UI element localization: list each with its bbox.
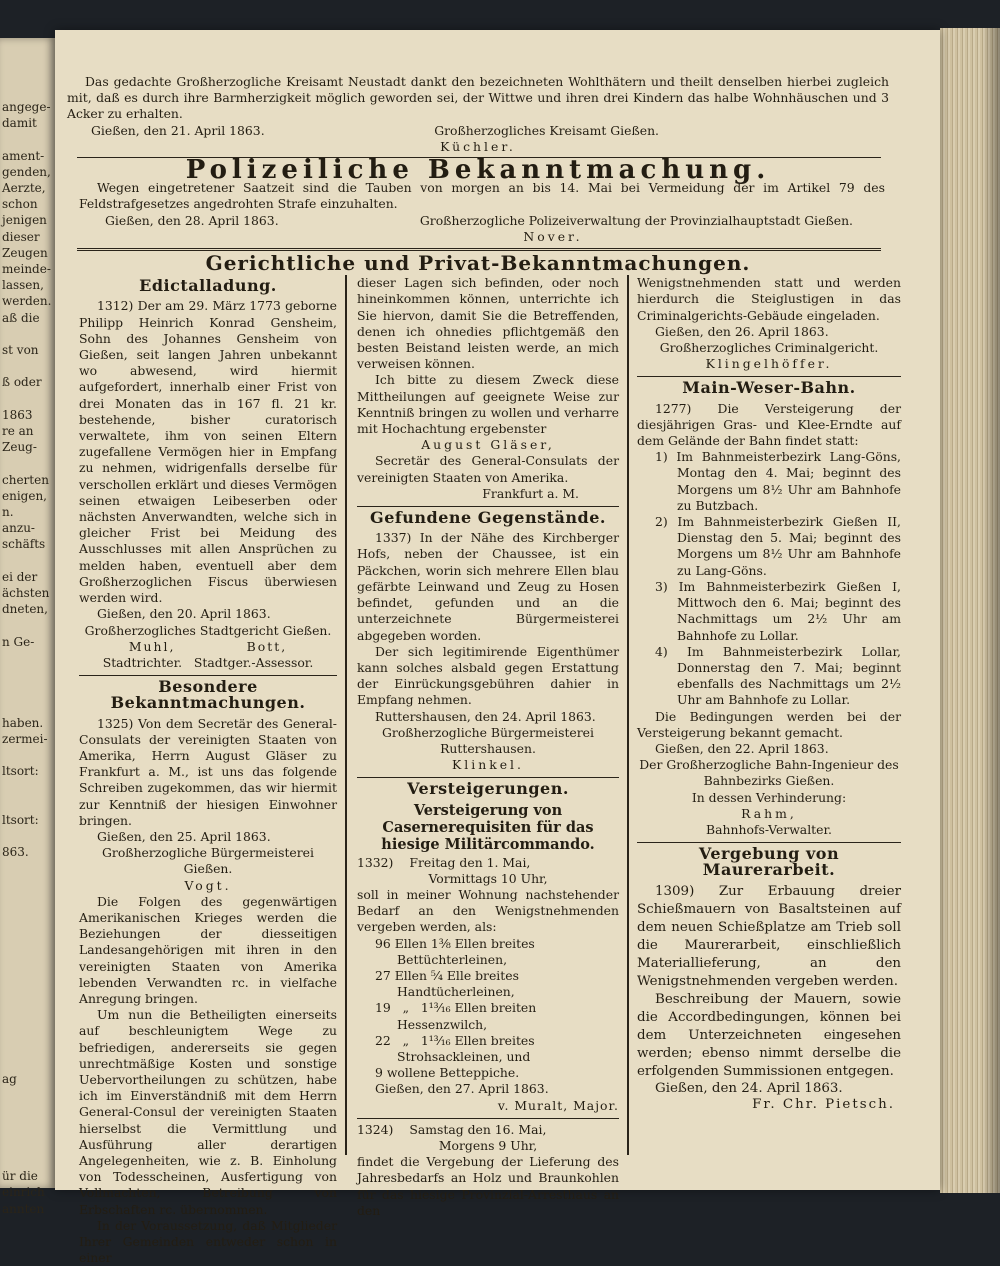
rail-item: 3) Im Bahnmeisterbezirk Gießen I, Mittwoch den 6. Mai; beginnt des Nachmittags um 2½ Uhr am Bahnhofe zu Lollar. (655, 578, 901, 643)
left-fragment-line: jenigen (2, 213, 47, 228)
letter-paragraph-3: In der Voraussetzung, daß Mitglieder Ihrer Gemeinden entweder schon in einer (79, 1217, 337, 1266)
left-fragment-line: Aerzte, (2, 181, 46, 195)
rail-item: 1) Im Bahnmeisterbezirk Lang-Göns, Montag den 4. Mai; beginnt des Morgens um 8½ Uhr am Bahnhofe zu Butzbach. (655, 449, 901, 513)
divider (637, 842, 901, 843)
auction2-day: Samstag den 16. Mai, (409, 1121, 547, 1137)
left-fragment-line: st von (2, 343, 39, 357)
divider (637, 376, 901, 377)
left-fragment-line: anzu- (2, 521, 35, 536)
left-fragment-line: Zeugen (2, 245, 48, 260)
police-title: Polizeiliche Bekanntmachung. (185, 155, 771, 186)
criminal-signer: Klingelhöffer. (705, 356, 833, 372)
mason-date: Gießen, den 24. April 1863. (655, 1080, 843, 1096)
newspaper-page (55, 30, 940, 1266)
page-content (67, 74, 901, 1266)
columns (67, 275, 901, 1266)
left-fragment-line: annten (2, 1201, 45, 1216)
left-fragment-line: schon (2, 197, 38, 212)
rail-date: Gießen, den 22. April 1863. (655, 740, 829, 756)
left-fragment-line: n. (2, 505, 14, 519)
left-fragment-line: zermei- (2, 731, 48, 746)
letter-continuation: dieser Lagen sich befinden, oder noch hineinkommen können, unterrichte ich Sie hiervon, damit Sie die Betreffenden, denen ich ohnedies pflichtgemäß den besten Beistand leisten werde, an mich verweisen können. (357, 275, 619, 372)
left-fragment-line: einrich (2, 1185, 45, 1200)
auction2-time: Morgens 9 Uhr, (438, 1137, 538, 1153)
top-notice-date: Gießen, den 21. April 1863. (91, 122, 265, 138)
auction2-when (357, 1122, 619, 1138)
divider (357, 777, 619, 778)
letter-signer: August Gläser, (421, 437, 555, 453)
mason-signer: Fr. Chr. Pietsch. (752, 1096, 895, 1112)
letter-paragraph-2: Um nun die Betheiligten einerseits auf beschleunigtem Wege zu befriedigen, andererseits sie gegen unrechtmäßige Kosten und sonstige Uebervortheilungen zu schützen, habe ich im Einverständniß mit dem Herrn General-Consul der vereinigten Staaten hierselbst die Vermittlung und Ausführung aller derartigen Angelegenheiten, wie z. B. Einholung von Todesscheinen, Ausfertigung von Vollmachten, Betreibung von Erbschaften rc. übernommen. (79, 1007, 337, 1217)
special-date: Gießen, den 25. April 1863. (97, 828, 271, 844)
auction-item: 9 wollene Betteppiche. (375, 1065, 520, 1081)
left-fragment-line: ür die (2, 1169, 38, 1184)
special-text: 1325) Von dem Secretär des General-Consulats der vereinigten Staaten von Amerika, Herrn August Gläser zu Frankfurt a. M., ist uns das folgende Schreiben zugekommen, das wir hiermit zur Kenntniß der hiesigen Einwohner bringen. (79, 715, 337, 828)
page-edges (940, 28, 1000, 1193)
police-authority: Großherzogliche Polizeiverwaltung der Provinzialhauptstadt Gießen. (419, 212, 853, 228)
auction2-number: 1324) (357, 1121, 394, 1137)
auction-when (357, 855, 619, 871)
left-fragment-line: 863. (2, 845, 29, 860)
special-title: Besondere Bekanntmachungen. (110, 677, 306, 713)
mason-text: 1309) Zur Erbauung dreier Schießmauern von Basaltsteinen auf dem neuen Schießplatze am Trieb soll die Maurerarbeit, einschließlich Materiallieferung, an den Wenigstnehmenden vergeben werden. (637, 883, 901, 989)
left-fragment-line: ß oder (2, 375, 42, 390)
auction-item: 22 „ 1¹³⁄₁₆ Ellen breites Strohsackleinen, und (375, 1032, 539, 1064)
column-rule-2 (627, 275, 629, 1155)
column-rule-1 (345, 275, 347, 1155)
edict-roles: Stadtrichter. Stadtger.-Assessor. (102, 654, 314, 670)
edict-text: 1312) Der am 29. März 1773 geborne Philipp Heinrich Konrad Gensheim, Sohn des Johannes Gensheim von Gießen, seit langen Jahren unbekannt wo abwesend, wird hiermit aufgefordert, innerhalb einer Frist von drei Monaten das in 167 fl. 21 kr. bestehende, bisher curatorisch verwaltete, ihm von seinen Eltern zugefallene Vermögen hier in Empfang zu nehmen, widrigenfalls derselbe für verschollen erklärt und dieses Vermögen seinen etwaigen Leibeserben oder nächsten Anverwandten, welche sich in gleicher Frist bei Meidung des Ausschlusses mit allen Ansprüchen zu melden haben, eventuell aber dem Großherzoglichen Fiscus überwiesen werden wird. (79, 298, 337, 606)
criminal-date: Gießen, den 26. April 1863. (655, 323, 829, 339)
top-notice-signer: Küchler. (440, 138, 516, 154)
auction-title: Versteigerungen. (407, 779, 569, 799)
left-fragment-line: ltsort: (2, 812, 39, 827)
found-date: Ruttershausen, den 24. April 1863. (375, 708, 596, 724)
divider (357, 506, 619, 507)
left-fragment-line: cherten (2, 472, 49, 487)
main-section-title: Gerichtliche und Privat-Bekanntmachungen. (205, 251, 751, 276)
left-fragment-line: angege- (2, 100, 51, 114)
left-fragment-line: n Ge- (2, 634, 35, 649)
divider (79, 675, 337, 676)
mason-text-2: Beschreibung der Mauern, sowie die Accordbedingungen, können bei dem Unterzeichneten eingesehen werden; ebenso nimmt derselbe die erfolgenden Summissionen entgegen. (637, 991, 901, 1079)
rail-item: 4) Im Bahnmeisterbezirk Lollar, Donnerstag den 7. Mai; beginnt ebenfalls des Nachmittags um 2½ Uhr am Bahnhofe zu Lollar. (655, 643, 901, 708)
rail-title: Main-Weser-Bahn. (682, 378, 856, 398)
divider (357, 1118, 619, 1119)
left-fragment-line: meinde- (2, 262, 51, 276)
auction-day: Freitag den 1. Mai, (409, 854, 531, 870)
letter-signer-role: Secretär des General-Consulats der vereinigten Staaten von Amerika. (357, 453, 619, 485)
left-fragment-line: schäfts (2, 537, 46, 552)
left-fragment-line: ltsort: (2, 764, 39, 779)
auction-date: Gießen, den 27. April 1863. (375, 1081, 549, 1097)
police-signer: Nover. (523, 228, 583, 244)
police-footer (67, 213, 889, 229)
column-2 (357, 275, 619, 1219)
auction-item: 27 Ellen ⁵⁄₄ Elle breites Handtücherleinen, (375, 967, 519, 1000)
top-notice-text: Das gedachte Großherzogliche Kreisamt Neustadt dankt den bezeichneten Wohlthätern und theilt denselben hierbei zugleich mit, daß es durch ihre Barmherzigkeit möglich geworden sei, der Wittwe und ihren drei Kindern das halbe Wohnhäuschen und 3 Acker zu erhalten. (67, 74, 889, 122)
found-title: Gefundene Gegenstände. (370, 508, 606, 528)
left-fragment-line: haben. (2, 715, 44, 730)
column-1 (79, 275, 337, 1266)
auction-items (357, 936, 619, 1082)
top-notice-authority: Großherzogliches Kreisamt Gießen. (434, 122, 659, 138)
left-fragment-line: re an (2, 424, 34, 438)
left-fragment-line: ächsten (2, 586, 50, 600)
left-fragment-line: ament- (2, 148, 45, 163)
left-fragment-line: enigen, (2, 488, 47, 503)
edict-title: Edictalladung. (139, 276, 277, 296)
found-text-2: Der sich legitimirende Eigenthümer kann solches alsbald gegen Erstattung der Einrückungsgebühren dahier in Empfang nehmen. (357, 643, 619, 708)
auction-item: 96 Ellen 1³⁄₈ Ellen breites Bettüchterleinen, (375, 935, 535, 967)
auction-number: 1332) (357, 854, 394, 870)
found-signer: Klinkel. (452, 757, 524, 773)
mason-title: Vergebung von Maurerarbeit. (698, 844, 840, 880)
left-fragment-line: damit (2, 116, 37, 131)
letter-paragraph-1: Die Folgen des gegenwärtigen Amerikanischen Krieges werden die Beziehungen der diesseitigen Landesangehörigen mit ihren in den vereinigten Staaten von Amerika lebenden Verwandten rc. in vielfache Anregung bringen. (79, 893, 337, 1006)
criminal-authority: Großherzogliches Criminalgericht. (659, 340, 879, 356)
rail-authority: Der Großherzogliche Bahn-Ingenieur des Bahnbezirks Gießen. (639, 757, 899, 789)
left-fragment-line: ag (2, 1072, 17, 1086)
left-fragment-line: genden, (2, 164, 51, 179)
left-fragment-line: 1863 (2, 407, 33, 422)
auction-signer: v. Muralt, Major. (497, 1097, 619, 1113)
edict-names: Muhl, Bott, (128, 638, 288, 654)
left-fragment-line: dneten, (2, 602, 48, 617)
rail-item: 2) Im Bahnmeisterbezirk Gießen II, Dienstag den 5. Mai; beginnt des Morgens um 8½ Uhr am Bahnhofe zu Lang-Göns. (655, 514, 901, 578)
auction-time: Vormittags 10 Uhr, (428, 870, 548, 886)
auction2-text: findet die Vergebung der Lieferung des Jahresbedarfs an Holz und Braunkohlen für das hiesige Provinzial-Arresthaus an den (357, 1154, 619, 1218)
letter-closing: Ich bitte zu diesem Zweck diese Mittheilungen auf geeignete Weise zur Kenntniß bringen zu wollen und verharre mit Hochachtung ergebenster (357, 372, 619, 437)
police-text: Wegen eingetretener Saatzeit sind die Tauben von morgen an bis 14. Mai bei Vermeidung der im Artikel 79 des Feldstrafgesetzes angedrohten Strafe einzuhalten. (79, 180, 885, 212)
left-fragment-line: ei der (2, 569, 38, 584)
rail-deputy: In dessen Verhinderung: (691, 789, 847, 805)
rail-signer: Rahm, (741, 805, 797, 821)
found-authority: Großherzogliche Bürgermeisterei Ruttershausen. (382, 724, 594, 756)
special-authority: Großherzogliche Bürgermeisterei Gießen. (102, 845, 314, 877)
found-text: 1337) In der Nähe des Kirchberger Hofs, neben der Chaussee, ist ein Päckchen, worin sich mehrere Ellen blau gefärbte Leinwand und Zeug zu Hosen befindet, gefunden und an die unterzeichnete Bürgermeisterei abgegeben worden. (357, 530, 619, 643)
police-date: Gießen, den 28. April 1863. (105, 212, 279, 228)
rail-text-2: Die Bedingungen werden bei der Versteigerung bekannt gemacht. (637, 708, 901, 740)
auction-text: soll in meiner Wohnung nachstehender Bedarf an den Wenigstnehmenden vergeben werden, als: (357, 886, 619, 935)
column-3 (637, 275, 901, 1113)
edict-authority: Großherzogliches Stadtgericht Gießen. (84, 622, 332, 638)
top-notice-footer (67, 123, 889, 139)
auction-subtitle: Versteigerung von Casernerequisiten für das hiesige Militärcommando. (381, 801, 595, 853)
edict-date: Gießen, den 20. April 1863. (97, 606, 271, 622)
left-fragment-line: Zeug- (2, 440, 37, 455)
left-page-fragment (0, 38, 55, 1216)
special-signer: Vogt. (184, 877, 232, 893)
left-fragment-line: aß die (2, 310, 40, 325)
rail-items (637, 449, 901, 708)
rail-text: 1277) Die Versteigerung der diesjährigen Gras- und Klee-Erndte auf dem Gelände der Bahn findet statt: (637, 400, 901, 449)
auction-item: 19 „ 1¹³⁄₁₆ Ellen breiten Hessenzwilch, (375, 1000, 541, 1032)
left-fragment-line: lassen, (2, 278, 44, 293)
letter-place: Frankfurt a. M. (482, 485, 579, 501)
rail-signer-role: Bahnhofs-Verwalter. (706, 821, 832, 837)
left-fragment-line: dieser (2, 229, 40, 244)
criminal-continuation: Wenigstnehmenden statt und werden hierdurch die Steiglustigen in das Criminalgerichts-Gebäude eingeladen. (637, 275, 901, 323)
left-fragment-line: werden. (2, 294, 52, 309)
